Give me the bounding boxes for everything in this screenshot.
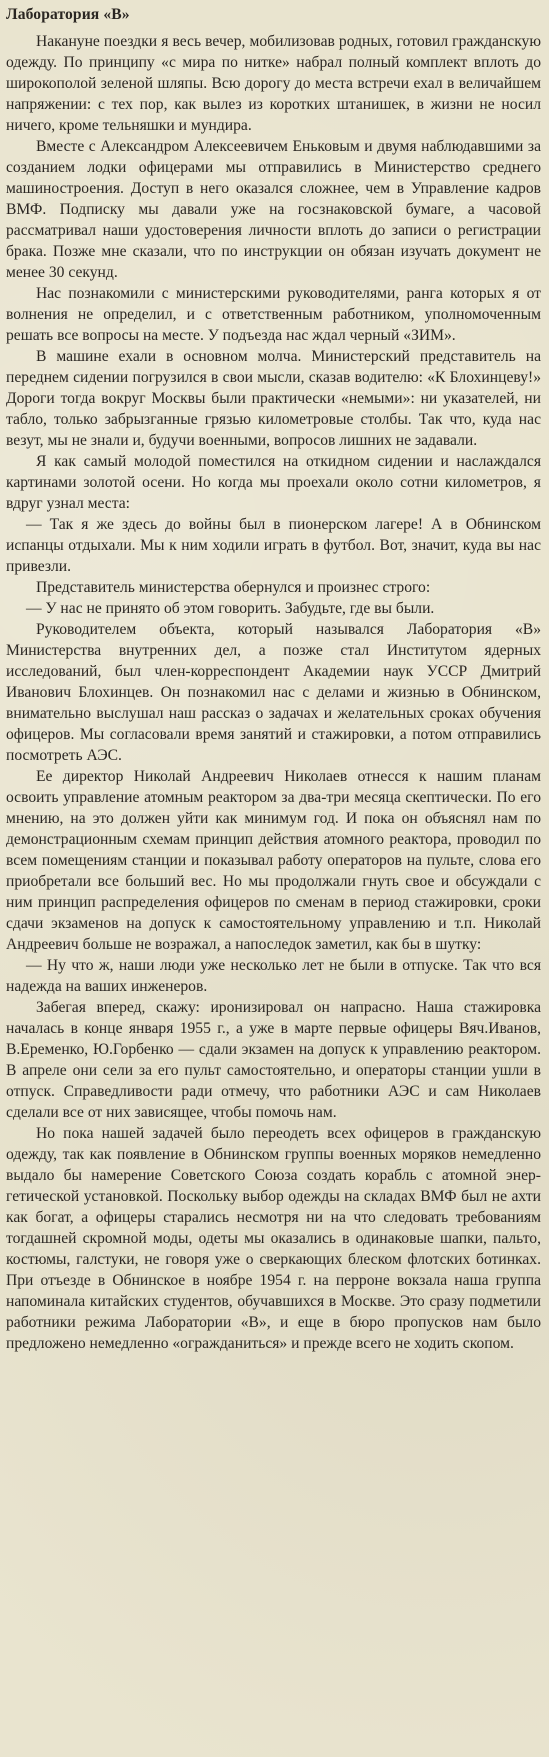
paragraph: Вместе с Александром Алексеевичем Еньковым и двумя наблюдавшими за созданием лодки офицерами мы отправились в Министерство среднего машиностроения. Доступ в него оказался сложнее, чем в Управление кадров ВМФ. Подписку мы давали уже на госзнаковской бумаге, а часовой рассматривал наши удостоверения личности вплоть до записи о регистрации брака. Позже мне сказали, что по инструкции он обязан изучать документ не менее 30 секунд. (6, 138, 541, 281)
paragraph: Нас познакомили с министерскими руководителями, ранга которых я от волнения не определил, и с ответственным работником, уполномоченным решать все вопросы на месте. У подъезда нас ждал черный «ЗИМ». (6, 285, 541, 344)
section-title: Лаборатория «В» (6, 6, 130, 23)
paragraph: Но пока нашей задачей было переодеть всех офицеров в гражданскую одежду, так как появление в Обнинском группы военных моряков немедленно выдало бы намерение Советского Союза создать корабль с атомной энергетической установкой. Поскольку выбор одежды на складах ВМФ был не ахти как богат, а офицеры старались несмотря ни на что следовать требованиям тогдашней скромной моды, одеты мы оказались в одинаковые шапки, пальто, костюмы, галстуки, не говоря уже о сверкающих блеском флотских ботинках. При отъезде в Обнинское в ноябре 1954 г. на перроне вокзала наша группа напоминала китайских студентов, обучавшихся в Москве. Это сразу подметили работники режима Лаборатории «В», и еще в бюро пропусков нам было предложено немедленно «огражданиться» и прежде всего не ходить скопом. (6, 1125, 541, 1352)
paragraph: Ее директор Николай Андреевич Николаев отнесся к нашим планам освоить управление атомным реактором за два-три месяца скептически. По его мнению, на это должен уйти как минимум год. И пока он объяснял нам по демонстрационным схемам принцип действия атомного реактора, проводил по всем помещениям станции и показывал работу операторов на пульте, слова его приобретали все больший вес. Но мы продолжали гнуть свое и обсуждали с ним принцип распределения офицеров по сменам в период стажировки, сроки сдачи экзаменов на допуск к самостоятельному управлению и т.п. Николай Андреевич больше не возражал, а напоследок заметил, как бы в шутку: (6, 768, 541, 953)
paragraph: Я как самый молодой поместился на откидном сидении и наслаждался картинами золотой осени. Но когда мы проехали около сотни километров, я вдруг узнал места: (6, 453, 541, 512)
paragraph: В машине ехали в основном молча. Министерский представитель на переднем сидении погрузился в свои мысли, сказав водителю: «К Блохинцеву!» Дороги тогда вокруг Москвы были практически «немыми»: ни указателей, ни табло, только забрызганные грязью километровые столбы. Так что, куда нас везут, мы не знали и, будучи военными, вопросов лишних не задавали. (6, 348, 541, 449)
paragraph: Забегая вперед, скажу: иронизировал он напрасно. Наша стажировка началась в конце января 1955 г., а уже в марте первые офицеры Вяч.Иванов, В.Еременко, Ю.Горбенко — сдали экзамен на допуск к управлению реактором. В апреле они сели за его пульт самостоятельно, и операторы станции ушли в отпуск. Справедливости ради отмечу, что работники АЭС и сам Николаев сделали все от них зависящее, чтобы помочь нам. (6, 999, 541, 1121)
dialog-line: — У нас не принято об этом говорить. Забудьте, где вы были. (26, 600, 435, 617)
paragraph: Накануне поездки я весь вечер, мобилизовав родных, готовил гражданскую одежду. По принципу «с мира по нитке» набрал полный комплект вплоть до широкополой зеленой шляпы. Всю дорогу до места встречи ехал в величайшем напряжении: с тех пор, как вылез из коротких штанишек, в жизни не носил ничего, кроме тельняшки и мундира. (6, 33, 541, 134)
paragraph: Представитель министерства обернулся и произнес строго: (36, 579, 431, 596)
paragraph: Руководителем объекта, который назывался Лаборатория «В» Министерства внутренних дел, а позже стал Институтом ядерных исследований, был член-корреспондент Академии наук УССР Дмитрий Иванович Блохинцев. Он познакомил нас с делами и жизнью в Обнинском, внимательно выслушал наш рассказ о задачах и желательных сроках обучения офицеров. Мы согласовали время занятий и стажировки, а потом отправились посмотреть АЭС. (6, 621, 541, 764)
dialog-line: — Ну что ж, наши люди уже несколько лет не были в отпуске. Так что вся надежда на ваших инженеров. (6, 957, 541, 995)
dialog-line: — Так я же здесь до войны был в пионерском лагере! А в Обнинском испанцы отдыхали. Мы к ним ходили играть в футбол. Вот, значит, куда вы нас привезли. (6, 516, 541, 575)
